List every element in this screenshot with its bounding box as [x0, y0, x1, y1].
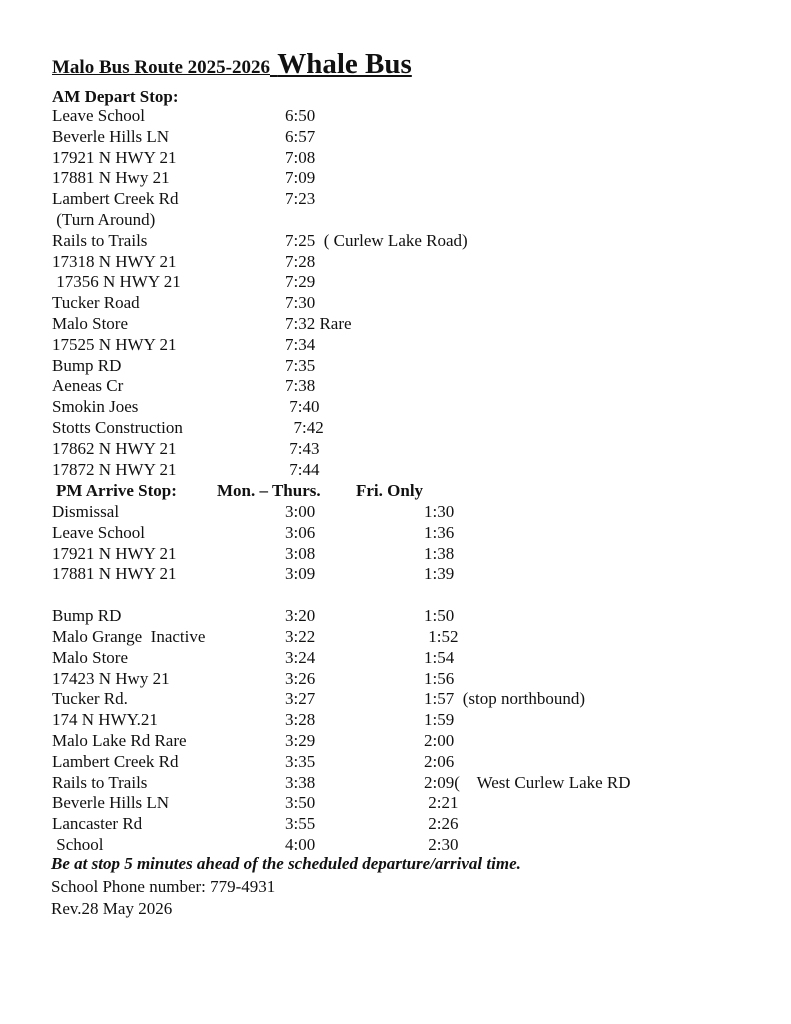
am-stop-name: 17921 N HWY 21	[52, 147, 177, 167]
am-stop-row	[0, 167, 791, 188]
pm-time-mon-thurs: 3:20	[285, 606, 316, 626]
am-stop-time: 7:43	[285, 438, 320, 458]
pm-time-mon-thurs: 3:29	[285, 731, 316, 750]
pm-time-friday: 1:50	[424, 606, 455, 626]
pm-stop-name: Malo Store	[52, 647, 129, 667]
am-stop-name: (Turn Around)	[52, 210, 156, 229]
am-stop-row	[0, 375, 791, 396]
pm-stop-row	[0, 605, 791, 626]
am-stop-time: 7:23	[285, 189, 316, 209]
pm-stop-row	[0, 522, 791, 543]
am-stop-name: 17872 N HWY 21	[52, 459, 177, 479]
pm-time-friday: 1:52	[424, 627, 459, 646]
am-stop-time: 7:25 ( Curlew Lake Road)	[285, 230, 468, 250]
pm-stop-name: Malo Grange Inactive	[52, 627, 206, 646]
pm-stop-name: Leave School	[52, 522, 145, 542]
pm-stop-row	[0, 647, 791, 668]
am-stop-time: 7:08	[285, 147, 316, 167]
pm-stop-name: 17921 N HWY 21	[52, 543, 177, 563]
pm-section-header	[0, 480, 791, 501]
am-header-label: AM Depart Stop:	[52, 87, 179, 106]
pm-time-friday: 1:36	[424, 522, 455, 542]
am-stop-row	[0, 292, 791, 313]
am-stop-name: Bump RD	[52, 355, 122, 375]
am-stop-row	[0, 230, 791, 251]
pm-time-friday: 1:30	[424, 502, 455, 521]
am-stop-name: Tucker Road	[52, 293, 140, 313]
am-stop-row	[0, 313, 791, 334]
pm-stop-row	[0, 626, 791, 647]
pm-time-mon-thurs: 3:27	[285, 689, 316, 709]
pm-stop-name: 174 N HWY.21	[52, 710, 158, 730]
am-stop-name: Stotts Construction	[52, 418, 183, 437]
am-stop-name: Smokin Joes	[52, 397, 139, 417]
pm-time-mon-thurs: 3:28	[285, 710, 316, 730]
am-stop-row	[0, 459, 791, 480]
pm-time-friday: 2:00	[424, 731, 455, 750]
pm-stop-row	[0, 730, 791, 751]
am-stop-time: 7:40	[285, 397, 320, 417]
pm-stop-name: 17881 N HWY 21	[52, 564, 177, 584]
pm-time-friday: 1:59	[424, 710, 455, 730]
am-stop-row	[0, 271, 791, 292]
am-stop-time: 7:44	[285, 459, 320, 479]
pm-stop-name: Dismissal	[52, 502, 120, 521]
am-stop-name: 17862 N HWY 21	[52, 438, 177, 458]
pm-time-mon-thurs: 3:06	[285, 522, 316, 542]
am-stop-row	[0, 438, 791, 459]
pm-stop-name: Tucker Rd.	[52, 689, 128, 709]
am-stop-row	[0, 334, 791, 355]
pm-time-friday: 1:38	[424, 543, 455, 563]
am-stop-row	[0, 355, 791, 376]
am-stop-name: 17525 N HWY 21	[52, 334, 177, 354]
pm-time-mon-thurs: 4:00	[285, 835, 316, 854]
am-stop-row	[0, 209, 791, 230]
pm-time-mon-thurs: 3:50	[285, 793, 316, 813]
pm-stop-name: Beverle Hills LN	[52, 793, 170, 813]
am-stop-name: Malo Store	[52, 314, 129, 333]
pm-time-mon-thurs: 3:00	[285, 502, 316, 521]
pm-time-mon-thurs: 3:35	[285, 751, 316, 771]
am-stop-time: 6:50	[285, 106, 316, 125]
am-stop-row	[0, 188, 791, 209]
pm-time-mon-thurs: 3:24	[285, 647, 316, 667]
pm-time-friday: 2:21	[424, 793, 459, 813]
am-stop-time: 7:32 Rare	[285, 314, 352, 333]
page-title	[52, 50, 412, 79]
am-stop-name: Lambert Creek Rd	[52, 189, 179, 209]
am-stop-time: 7:34	[285, 334, 316, 354]
pm-stop-name: Malo Lake Rd Rare	[52, 731, 187, 750]
pm-time-friday: 1:39	[424, 564, 455, 584]
pm-time-friday: 2:26	[424, 814, 459, 834]
am-stop-time: 7:29	[285, 272, 316, 292]
am-stop-row	[0, 396, 791, 417]
am-stop-row	[0, 105, 791, 126]
am-stop-time: 7:30	[285, 293, 316, 313]
pm-time-friday: 2:09( West Curlew Lake RD	[424, 772, 631, 792]
route-title: Malo Bus Route 2025-2026	[52, 57, 270, 78]
bus-name: Whale Bus	[277, 48, 412, 80]
am-stop-time: 7:09	[285, 168, 316, 188]
am-stop-row	[0, 126, 791, 147]
am-stop-row	[0, 251, 791, 272]
am-stop-time: 7:38	[285, 376, 316, 396]
pm-stop-row	[0, 501, 791, 522]
arrival-notice: Be at stop 5 minutes ahead of the scheduled departure/arrival time.	[51, 854, 521, 873]
am-stop-time: 7:35	[285, 355, 316, 375]
am-stop-time: 7:42	[285, 418, 324, 437]
am-stop-name: 17318 N HWY 21	[52, 251, 177, 271]
school-phone: School Phone number: 779-4931	[51, 877, 276, 896]
pm-time-friday: 1:57 (stop northbound)	[424, 689, 586, 709]
am-stop-name: Leave School	[52, 106, 145, 125]
pm-time-mon-thurs: 3:55	[285, 814, 316, 834]
pm-time-friday: 1:56	[424, 668, 455, 688]
am-stop-time: 7:28	[285, 251, 316, 271]
pm-stop-name: School	[52, 835, 104, 854]
pm-stop-row	[0, 813, 791, 834]
revision-date: Rev.28 May 2026	[51, 899, 173, 918]
am-stop-row	[0, 147, 791, 168]
pm-stop-name: Rails to Trails	[52, 772, 148, 792]
pm-time-friday: 2:30	[424, 835, 459, 854]
pm-stop-row	[0, 792, 791, 813]
am-stop-name: 17881 N Hwy 21	[52, 168, 170, 188]
pm-stop-name: 17423 N Hwy 21	[52, 668, 170, 688]
pm-stop-name: Lambert Creek Rd	[52, 751, 179, 771]
am-stop-name: Rails to Trails	[52, 230, 148, 250]
pm-time-friday: 2:06	[424, 751, 455, 771]
am-stop-name: Aeneas Cr	[52, 376, 124, 396]
am-section-header	[0, 86, 791, 107]
pm-time-mon-thurs: 3:22	[285, 627, 316, 646]
pm-stop-row	[0, 563, 791, 584]
pm-time-friday: 1:54	[424, 647, 455, 667]
am-stop-row	[0, 417, 791, 438]
pm-stop-row	[0, 834, 791, 855]
pm-time-mon-thurs: 3:26	[285, 668, 316, 688]
pm-stop-row	[0, 688, 791, 709]
pm-time-mon-thurs: 3:08	[285, 543, 316, 563]
pm-col-fri: Fri. Only	[356, 481, 424, 500]
pm-stop-name: Bump RD	[52, 606, 122, 626]
pm-time-mon-thurs: 3:09	[285, 564, 316, 584]
am-stop-name: Beverle Hills LN	[52, 126, 170, 146]
am-stop-time: 6:57	[285, 126, 316, 146]
pm-stop-row	[0, 543, 791, 564]
pm-col-mon-thurs: Mon. – Thurs.	[217, 481, 321, 500]
pm-stop-row	[0, 751, 791, 772]
pm-header-label: PM Arrive Stop:	[56, 481, 177, 500]
pm-stop-row	[0, 772, 791, 793]
am-stop-name: 17356 N HWY 21	[52, 272, 181, 292]
pm-time-mon-thurs: 3:38	[285, 772, 316, 792]
pm-stop-row	[0, 709, 791, 730]
pm-stop-name: Lancaster Rd	[52, 814, 143, 834]
pm-stop-row	[0, 668, 791, 689]
